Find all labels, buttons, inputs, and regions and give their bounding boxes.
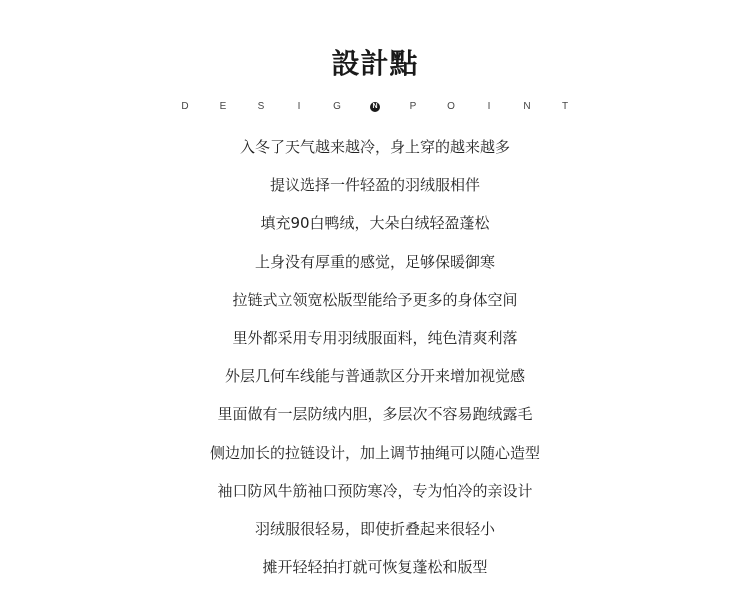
circled-n-icon — [356, 99, 394, 115]
design-description-list — [0, 128, 750, 586]
description-line: 里外都采用专用羽绒服面料，纯色清爽利落 — [232, 328, 518, 347]
description-line: 填充90白鸭绒，大朵白绒轻盈蓬松 — [260, 214, 490, 233]
description-line: 提议选择一件轻盈的羽绒服相伴 — [269, 176, 480, 195]
description-line: 羽绒服很轻易，即使折叠起来很轻小 — [254, 519, 495, 538]
description-line: 摊开轻轻拍打就可恢复蓬松和版型 — [262, 558, 488, 577]
subtitle-letter-s: S — [257, 101, 265, 112]
description-line: 里面做有一层防绒内胆，多层次不容易跑绒露毛 — [217, 405, 533, 424]
subtitle-letter-d: D — [181, 101, 189, 112]
subtitle-letter-i: I — [297, 101, 301, 112]
design-point-subtitle — [0, 99, 750, 115]
subtitle-letter-t: T — [561, 101, 569, 112]
description-line: 入冬了天气越来越冷，身上穿的越来越多 — [239, 138, 510, 156]
subtitle-letter-g: G — [333, 101, 341, 112]
description-line: 侧边加长的拉链设计，加上调节抽绳可以随心造型 — [209, 443, 540, 462]
description-line: 拉链式立领宽松版型能给予更多的身体空间 — [232, 290, 518, 309]
subtitle-letter-n: N — [523, 101, 531, 112]
subtitle-letter-i2: I — [487, 101, 491, 112]
description-line: 上身没有厚重的感觉，足够保暖御寒 — [254, 252, 495, 271]
description-line: 袖口防风牛筋袖口预防寒冷，专为怕冷的亲设计 — [217, 481, 533, 500]
subtitle-letter-n-circled: N — [370, 102, 380, 112]
subtitle-letter-p: P — [409, 101, 417, 112]
page-title: 設計點 — [331, 47, 419, 80]
description-line: 外层几何车线能与普通款区分开来增加视觉感 — [224, 367, 525, 386]
subtitle-letter-e: E — [219, 101, 227, 112]
subtitle-letter-o: O — [447, 101, 455, 112]
